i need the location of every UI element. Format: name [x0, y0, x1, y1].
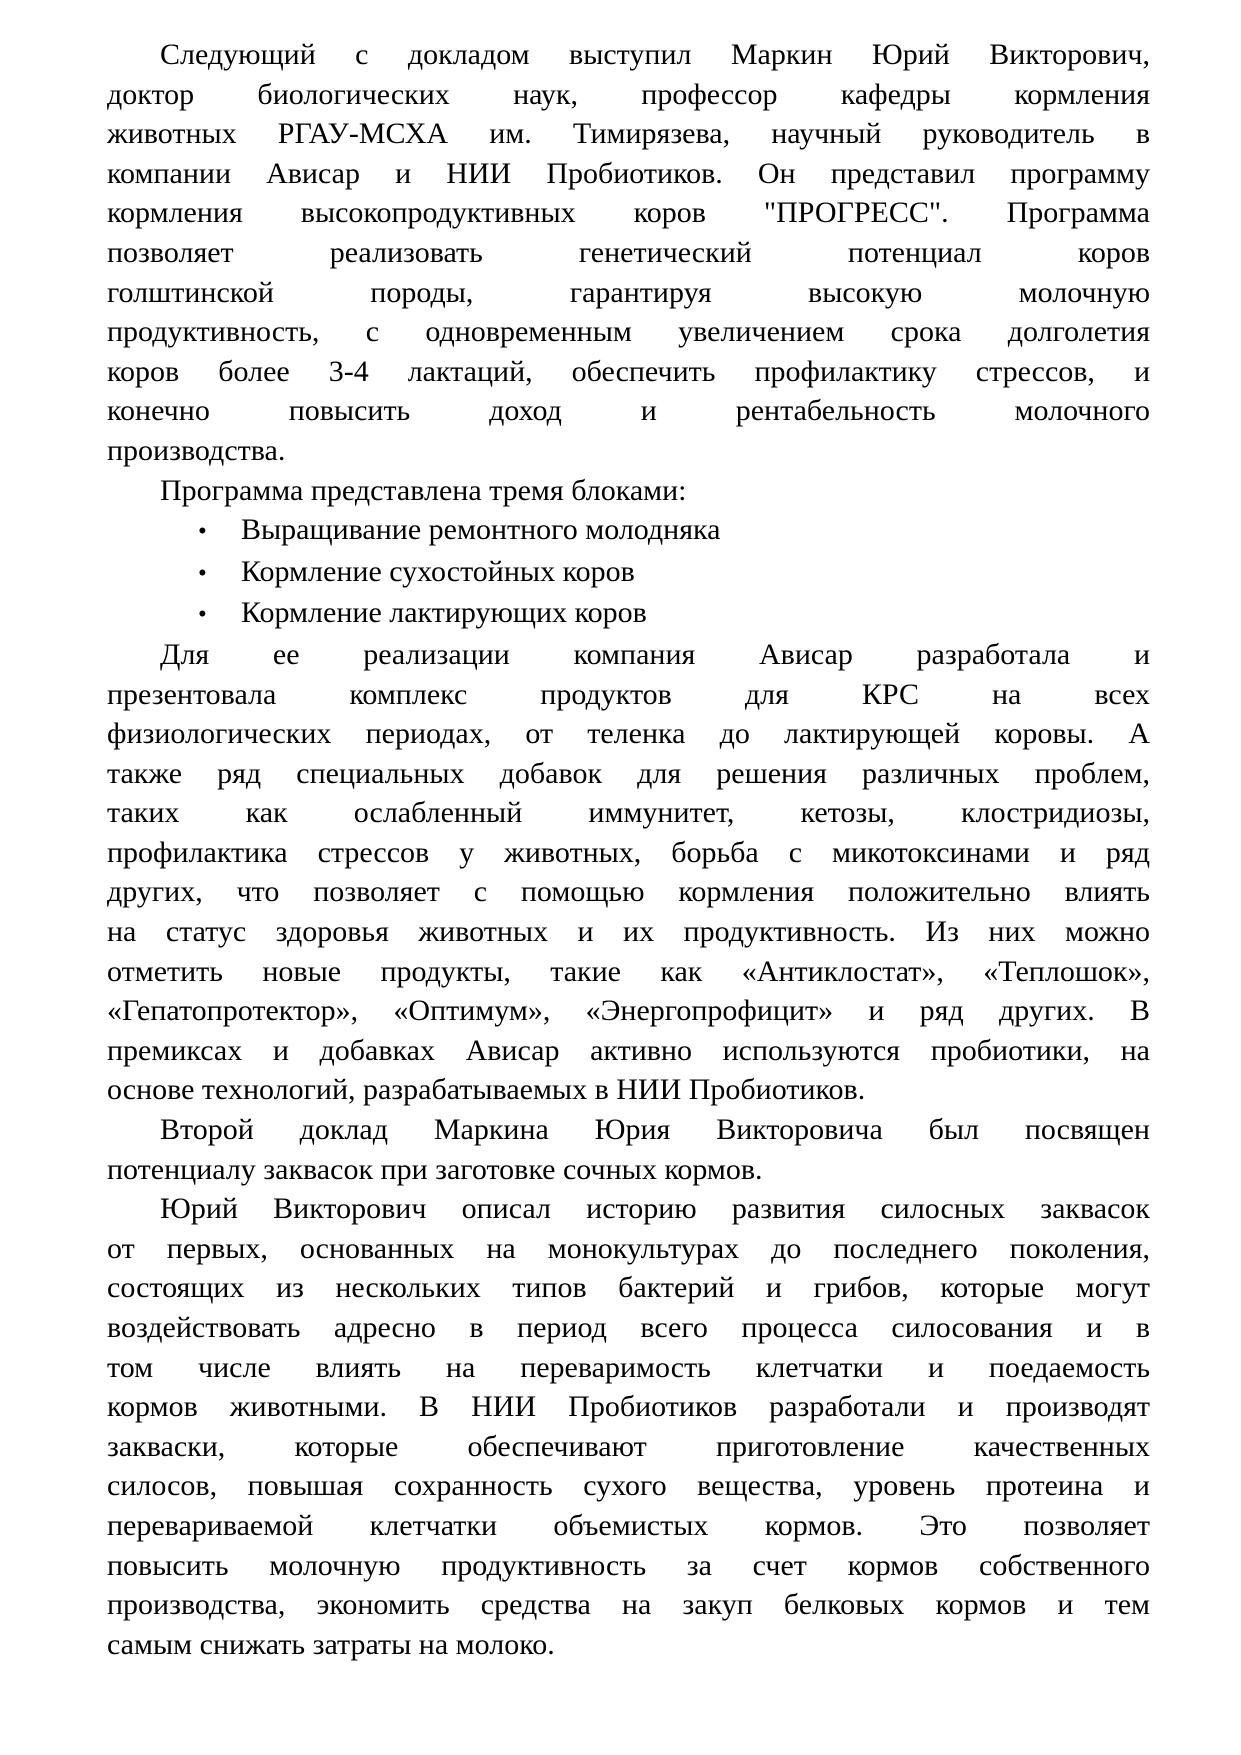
text-line: Для ее реализации компания Ависар разработала и — [160, 637, 1150, 671]
text-line: таких как ослабленный иммунитет, кетозы, клостридиозы, — [107, 796, 1150, 830]
text-line: физиологических периодах, от теленка до лактирующей коровы. А — [107, 717, 1150, 751]
text-line: закваски, которые обеспечивают приготовление качественных — [107, 1429, 1150, 1463]
text-line: премиксах и добавках Ависар активно используются пробиотики, на — [107, 1033, 1150, 1067]
bullet-text: Кормление лактирующих коров — [241, 596, 647, 630]
text-line: презентовала комплекс продуктов для КРС на всех — [107, 677, 1150, 711]
bullet-text: Выращивание ремонтного молодняка — [241, 513, 721, 547]
text-line: на статус здоровья животных и их продуктивность. Из них можно — [107, 915, 1150, 949]
bullet-text: Кормление сухостойных коров — [241, 554, 635, 588]
text-line: состоящих из нескольких типов бактерий и грибов, которые могут — [107, 1271, 1150, 1305]
bullet-icon: • — [198, 601, 207, 629]
text-line: конечно повысить доход и рентабельность молочного — [107, 394, 1150, 428]
text-line: кормления высокопродуктивных коров "ПРОГРЕСС". Программа — [107, 196, 1150, 230]
text-line: Следующий с докладом выступил Маркин Юрий Викторович, — [160, 38, 1150, 71]
text-line: животных РГАУ-МСХА им. Тимирязева, научный руководитель в — [107, 117, 1150, 151]
text-line: голштинской породы, гарантируя высокую молочную — [107, 275, 1150, 309]
text-line: позволяет реализовать генетический потенциал коров — [107, 235, 1150, 269]
text-line: том числе влиять на переваримость клетчатки и поедаемость — [107, 1350, 1150, 1384]
text-line: потенциалу заквасок при заготовке сочных кормов. — [107, 1152, 763, 1186]
bullet-list-item — [107, 552, 1150, 594]
text-line: Юрий Викторович описал историю развития силосных заквасок — [160, 1192, 1150, 1226]
text-line: профилактика стрессов у животных, борьба с микотоксинами и ряд — [107, 835, 1150, 869]
bullet-list-item — [107, 510, 1150, 552]
text-line: Программа представлена тремя блоками: — [160, 473, 687, 507]
text-line: отметить новые продукты, такие как «Антиклостат», «Теплошок», — [107, 954, 1150, 988]
text-line: воздействовать адресно в период всего процесса силосования и в — [107, 1311, 1150, 1344]
text-line: кормов животными. В НИИ Пробиотиков разработали и производят — [107, 1390, 1150, 1424]
text-line: «Гепатопротектор», «Оптимум», «Энергопрофицит» и ряд других. В — [107, 994, 1150, 1028]
text-line: перевариваемой клетчатки объемистых кормов. Это позволяет — [107, 1508, 1150, 1542]
text-line: других, что позволяет с помощью кормления положительно влиять — [107, 875, 1150, 909]
text-line: от первых, основанных на монокультурах до последнего поколения, — [107, 1231, 1150, 1265]
text-line: основе технологий, разрабатываемых в НИИ Пробиотиков. — [107, 1073, 866, 1107]
text-line: самым снижать затраты на молоко. — [107, 1627, 555, 1661]
text-line: производства. — [107, 433, 286, 467]
bullet-list-item — [107, 593, 1150, 635]
text-line: повысить молочную продуктивность за счет кормов собственного — [107, 1548, 1150, 1582]
text-line: доктор биологических наук, профессор кафедры кормления — [107, 77, 1150, 111]
text-line: продуктивность, с одновременным увеличением срока долголетия — [107, 315, 1150, 349]
text-line: компании Ависар и НИИ Пробиотиков. Он представил программу — [107, 156, 1150, 190]
bullet-icon: • — [198, 518, 207, 546]
document-body — [107, 35, 1150, 1664]
text-line: также ряд специальных добавок для решения различных проблем, — [107, 756, 1150, 790]
text-line: производства, экономить средства на закуп белковых кормов и тем — [107, 1588, 1150, 1622]
text-line: Второй доклад Маркина Юрия Викторовича был посвящен — [160, 1113, 1150, 1147]
bullet-icon: • — [198, 559, 207, 587]
text-line: коров более 3-4 лактаций, обеспечить профилактику стрессов, и — [107, 354, 1150, 388]
text-line: силосов, повышая сохранность сухого вещества, уровень протеина и — [107, 1469, 1150, 1503]
